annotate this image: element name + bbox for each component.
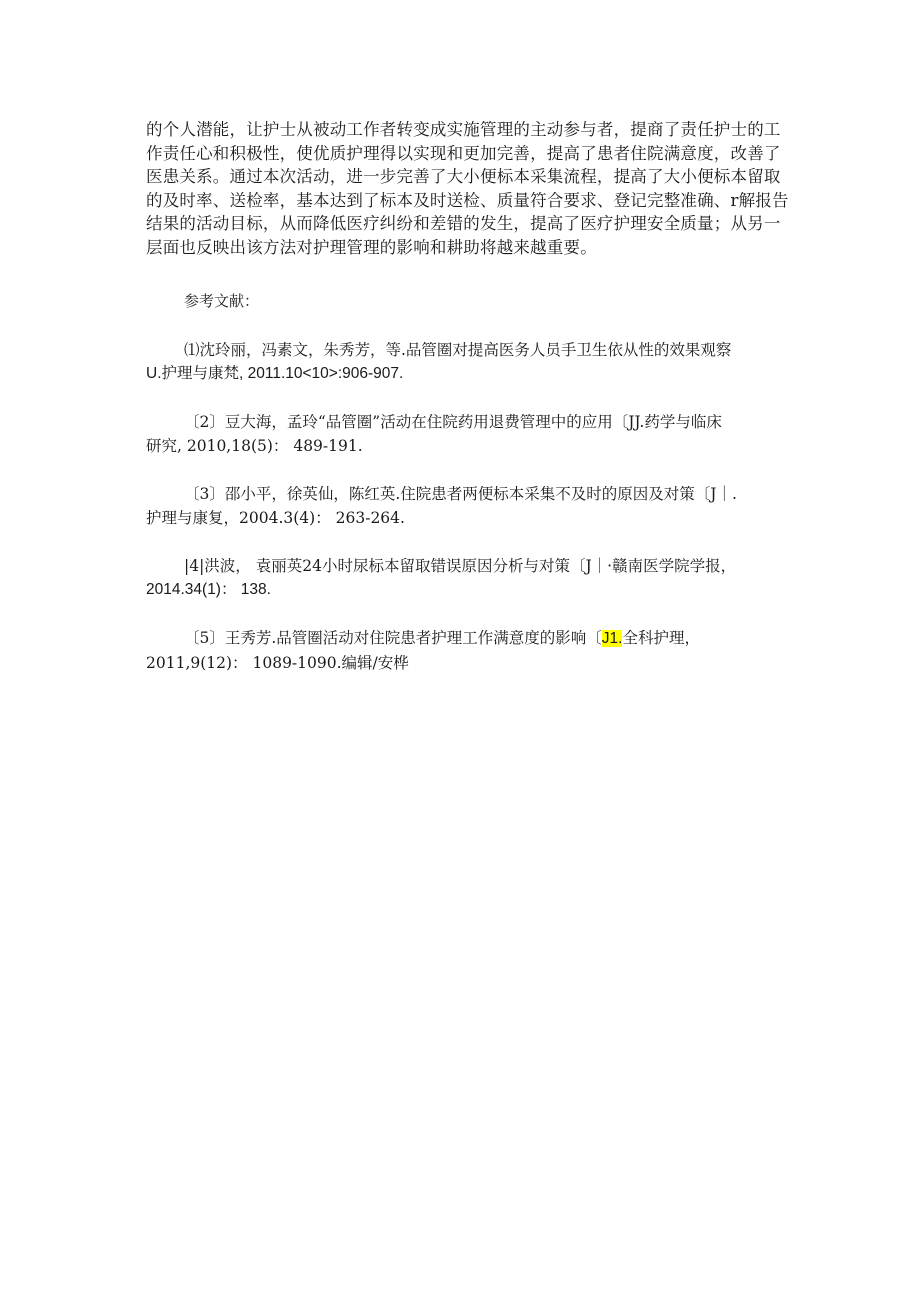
body-line: 医患关系。通过本次活动，进一步完善了大小便标本采集流程，提高了大小便标本留取 <box>146 167 781 187</box>
reference-item-2 <box>146 410 806 458</box>
reference-text: 〔5〕王秀芳.品管圈活动对住院患者护理工作满意度的影响〔 <box>184 629 602 647</box>
body-line: 作责任心和积极性，使优质护理得以实现和更加完善，提高了患者住院满意度，改善了 <box>146 143 781 163</box>
reference-line: 〔3〕邵小平，徐英仙，陈红英.住院患者两便标本采集不及时的原因及对策〔J｜. <box>184 485 737 503</box>
reference-line: U.护理与康梵, 2011.10<10>:906-907. <box>146 365 404 382</box>
reference-line: |4|洪波， 袁丽英24小时尿标本留取错误原因分析与对策〔J｜·赣南医学院学报， <box>184 557 737 575</box>
body-line: 的个人潜能，让护士从被动工作者转变成实施管理的主动参与者，提商了责任护士的工 <box>146 120 781 139</box>
reference-line <box>146 626 806 651</box>
reference-line: 护理与康复，2004.3(4)： 263-264. <box>146 509 405 527</box>
references-heading: 参考文献： <box>184 292 260 310</box>
reference-item-3 <box>146 482 806 530</box>
highlighted-text: J1. <box>601 630 623 647</box>
reference-line: ⑴沈玲丽，冯素文，朱秀芳，等.品管圈对提高医务人员手卫生依从性的效果观察 <box>184 341 732 359</box>
body-line: 层面也反映出该方法对护理管理的影响和耕助将越来越重要。 <box>146 237 597 257</box>
reference-line: 研究, 2010,18(5)： 489-191. <box>146 437 363 455</box>
reference-text: 全科护理， <box>622 629 700 647</box>
reference-line: 〔2〕豆大海，孟玲“品管圈”活动在住院药用退费管理中的应用〔JJ.药学与临床 <box>184 413 722 431</box>
reference-item-1 <box>146 338 806 386</box>
reference-line: 2014.34(1)： 138. <box>146 581 271 598</box>
reference-line: 2011,9(12)： 1089-1090.编辑/安桦 <box>146 654 409 672</box>
body-line: 结果的活动目标，从而降低医疗纠纷和差错的发生，提高了医疗护理安全质量；从另一 <box>146 214 781 234</box>
reference-item-5 <box>146 626 806 675</box>
body-paragraph <box>146 118 796 260</box>
body-line: 的及时率、送检率，基本达到了标本及时送检、质量符合要求、登记完整准确、r解报告 <box>146 190 789 210</box>
reference-item-4 <box>146 554 806 602</box>
